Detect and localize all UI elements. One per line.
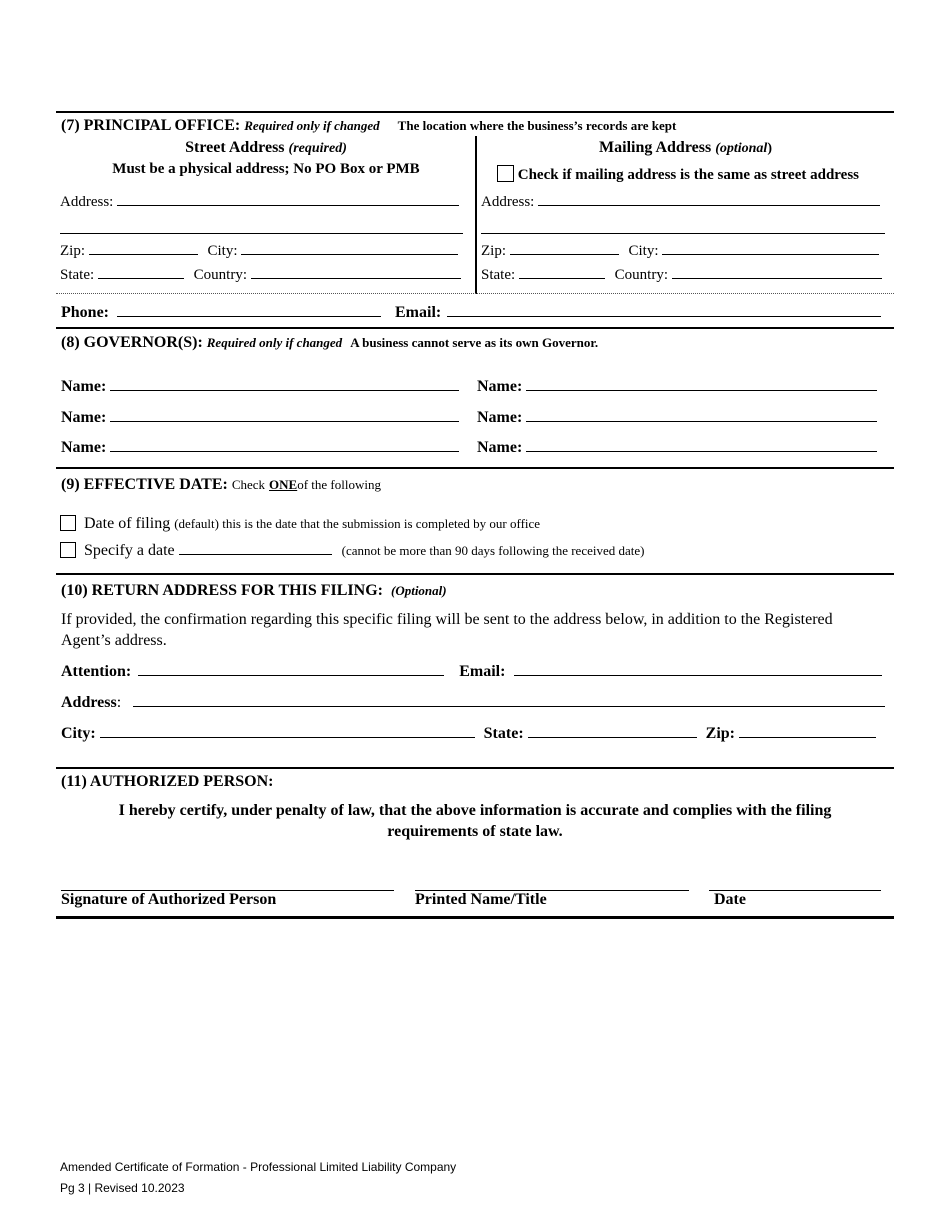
- street-zip-city-row: [60, 242, 458, 260]
- section-8-desc: A business cannot serve as its own Governor.: [350, 335, 599, 350]
- street-state-country-row: [60, 266, 461, 284]
- governor-name-label: Name:: [61, 439, 107, 456]
- specify-date-note: (cannot be more than 90 days following the received date): [341, 543, 645, 558]
- governor-name-field-4[interactable]: [526, 409, 877, 422]
- return-email-label: Email:: [459, 663, 506, 680]
- governor-row-3-right: [477, 439, 877, 457]
- mailing-state-label: State:: [481, 267, 516, 283]
- street-address-field-2[interactable]: [60, 233, 463, 234]
- same-address-label: Check if mailing address is the same as street address: [517, 167, 859, 183]
- mailing-address-field[interactable]: [538, 193, 880, 206]
- return-state-label: State:: [483, 725, 524, 742]
- governor-row-2-right: [477, 409, 877, 427]
- street-zip-label: Zip:: [60, 243, 85, 259]
- certification-line-2: requirements of state law.: [387, 823, 563, 840]
- date-of-filing-label: Date of filing: [84, 515, 171, 532]
- email-field[interactable]: [447, 304, 881, 317]
- specify-date-checkbox[interactable]: [60, 542, 76, 558]
- phone-label: Phone:: [61, 304, 109, 321]
- governor-row-2-left: [61, 409, 459, 427]
- date-of-filing-checkbox[interactable]: [60, 515, 76, 531]
- return-zip-field[interactable]: [739, 725, 876, 738]
- governor-name-field-1[interactable]: [110, 378, 459, 391]
- section-9-check-pre: Check: [231, 477, 266, 492]
- return-address-colon: :: [116, 694, 122, 711]
- governor-name-field-6[interactable]: [526, 439, 877, 452]
- column-divider: [475, 136, 477, 294]
- phone-field[interactable]: [117, 304, 381, 317]
- governor-name-label: Name:: [61, 378, 107, 395]
- return-address-row: [61, 694, 885, 712]
- footer-page-revision: Pg 3 | Revised 10.2023: [60, 1181, 185, 1195]
- street-zip-field[interactable]: [89, 242, 198, 255]
- date-of-filing-option: [60, 515, 540, 533]
- street-city-label: City:: [207, 243, 238, 259]
- governor-row-1-right: [477, 378, 877, 396]
- governor-row-3-left: [61, 439, 459, 457]
- street-address-required: (required): [288, 141, 347, 156]
- section-10-title: (10) RETURN ADDRESS FOR THIS FILING:: [61, 582, 383, 599]
- phone-email-row: [61, 304, 881, 322]
- specify-date-option: [60, 542, 644, 560]
- specify-date-label: Specify a date: [84, 542, 175, 559]
- attention-label: Attention:: [61, 663, 132, 680]
- mailing-zip-field[interactable]: [510, 242, 619, 255]
- email-label: Email:: [395, 304, 442, 321]
- mailing-address-field-2[interactable]: [481, 233, 885, 234]
- same-address-checkbox[interactable]: [497, 165, 514, 182]
- return-zip-label: Zip:: [705, 725, 735, 742]
- city-state-zip-row: [61, 725, 876, 743]
- return-city-label: City:: [61, 725, 96, 742]
- mailing-address-title: Mailing Address: [599, 139, 712, 156]
- section-7-desc: The location where the business’s records are kept: [397, 118, 677, 133]
- section-9-check-post: of the following: [297, 477, 381, 492]
- section-9-title: (9) EFFECTIVE DATE:: [61, 476, 228, 493]
- mailing-city-label: City:: [628, 243, 659, 259]
- street-address-field[interactable]: [117, 193, 459, 206]
- section-11-bottom-rule: [56, 916, 894, 919]
- section-7-top-rule: [56, 111, 894, 113]
- section-11-title: (11) AUTHORIZED PERSON:: [61, 773, 274, 790]
- section-7-title: (7) PRINCIPAL OFFICE:: [61, 117, 241, 134]
- dotted-separator: [56, 293, 894, 294]
- governor-name-label: Name:: [61, 409, 107, 426]
- section-7-required-note: Required only if changed: [244, 118, 380, 133]
- return-city-field[interactable]: [100, 725, 475, 738]
- section-10-desc-line-2: Agent’s address.: [61, 632, 167, 649]
- governor-name-field-3[interactable]: [110, 409, 459, 422]
- certification-line-1: I hereby certify, under penalty of law, that the above information is accurate and complies with the filing: [118, 802, 832, 819]
- return-state-field[interactable]: [528, 725, 697, 738]
- specify-date-field[interactable]: [179, 542, 332, 555]
- governor-row-1-left: [61, 378, 459, 396]
- attention-email-row: [61, 663, 882, 681]
- governor-name-field-5[interactable]: [110, 439, 459, 452]
- return-address-field[interactable]: [133, 694, 885, 707]
- governor-name-label: Name:: [477, 439, 523, 456]
- street-country-field[interactable]: [251, 266, 461, 279]
- street-city-field[interactable]: [241, 242, 458, 255]
- mailing-address-row: [481, 193, 880, 211]
- section-9-header: [61, 476, 381, 494]
- mailing-country-label: Country:: [614, 267, 669, 283]
- mailing-zip-label: Zip:: [481, 243, 506, 259]
- section-8-required-note: Required only if changed: [206, 335, 343, 350]
- section-11-top-rule: [56, 767, 894, 769]
- street-state-field[interactable]: [98, 266, 184, 279]
- mailing-country-field[interactable]: [672, 266, 882, 279]
- section-10-header: [61, 582, 447, 600]
- street-address-title: Street Address: [185, 139, 285, 156]
- street-address-row: [60, 193, 459, 211]
- section-8-title: (8) GOVERNOR(S):: [61, 334, 203, 351]
- governor-name-field-2[interactable]: [526, 378, 877, 391]
- section-7-header: [61, 117, 676, 135]
- mailing-address-optional: (optional: [715, 141, 768, 156]
- section-10-optional: (Optional): [390, 583, 447, 598]
- return-email-field[interactable]: [514, 663, 882, 676]
- mailing-zip-city-row: [481, 242, 879, 260]
- street-state-label: State:: [60, 267, 95, 283]
- signature-label: Signature of Authorized Person: [61, 891, 277, 908]
- attention-field[interactable]: [138, 663, 444, 676]
- section-8-top-rule: [56, 327, 894, 329]
- governor-name-label: Name:: [477, 378, 523, 395]
- printed-name-label: Printed Name/Title: [415, 891, 547, 908]
- mailing-state-field[interactable]: [519, 266, 605, 279]
- section-9-top-rule: [56, 467, 894, 469]
- mailing-address-optional-close: ): [767, 141, 772, 156]
- street-country-label: Country:: [193, 267, 248, 283]
- section-10-desc-line-1: If provided, the confirmation regarding this specific filing will be sent to the address below, in addition to the Registered: [61, 611, 833, 628]
- footer-form-title: Amended Certificate of Formation - Professional Limited Liability Company: [60, 1160, 457, 1174]
- return-address-label: Address: [61, 694, 117, 711]
- street-address-label: Address:: [60, 194, 114, 210]
- street-address-heading: [56, 139, 476, 157]
- street-address-note: Must be a physical address; No PO Box or PMB: [112, 161, 420, 177]
- mailing-address-label: Address:: [481, 194, 535, 210]
- section-10-top-rule: [56, 573, 894, 575]
- section-8-header: [61, 334, 598, 352]
- mailing-address-heading: [477, 139, 894, 157]
- governor-name-label: Name:: [477, 409, 523, 426]
- mailing-state-country-row: [481, 266, 882, 284]
- date-label: Date: [714, 891, 746, 908]
- section-9-check-one: ONE: [269, 477, 298, 492]
- date-of-filing-note: (default) this is the date that the submission is completed by our office: [174, 516, 541, 531]
- same-address-option: [497, 165, 859, 184]
- mailing-city-field[interactable]: [662, 242, 879, 255]
